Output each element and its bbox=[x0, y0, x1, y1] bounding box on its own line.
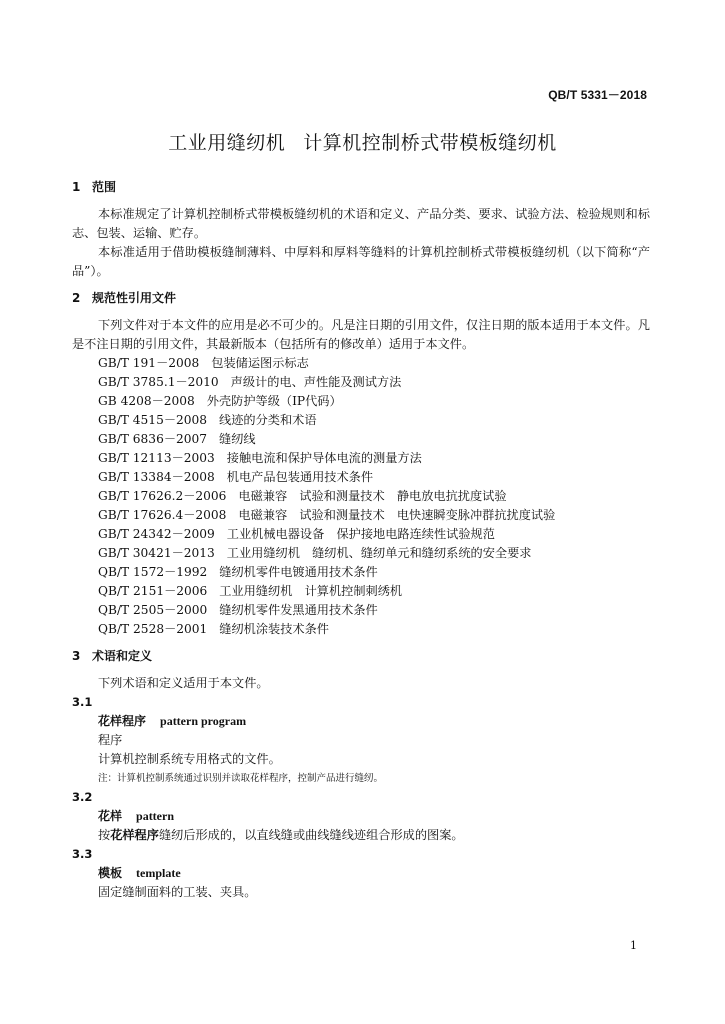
reference-item: GB/T 17626.4－2008 电磁兼容 试验和测量技术 电快速瞬变脉冲群抗扰度试验 bbox=[98, 508, 556, 522]
reference-item: GB/T 12113－2003 接触电流和保护导体电流的测量方法 bbox=[98, 451, 422, 465]
term-note: 注：计算机控制系统通过识别并读取花样程序，控制产品进行缝纫。 bbox=[98, 773, 384, 784]
term-number: 3.2 bbox=[72, 790, 93, 804]
reference-item: QB/T 2505－2000 缝纫机零件发黑通用技术条件 bbox=[98, 603, 378, 617]
document-body bbox=[72, 178, 650, 902]
terms-intro: 下列术语和定义适用于本文件。 bbox=[98, 676, 269, 690]
term-entry-template bbox=[72, 864, 650, 902]
section-title: 规范性引用文件 bbox=[92, 291, 177, 305]
term-definition: 按花样程序缝纫后形成的，以直线缝或曲线缝线迹组合形成的图案。 bbox=[98, 828, 464, 842]
section-number: 3 bbox=[72, 649, 81, 663]
term-name: 花样程序 pattern program bbox=[98, 714, 247, 728]
scope-paragraph-1: 本标准规定了计算机控制桥式带模板缝纫机的术语和定义、产品分类、要求、试验方法、检验规则和标志、包装、运输、贮存。 bbox=[72, 207, 650, 240]
reference-item: GB/T 24342－2009 工业机械电器设备 保护接地电路连续性试验规范 bbox=[98, 527, 495, 541]
reference-item: GB 4208－2008 外壳防护等级（IP代码） bbox=[98, 394, 342, 408]
section-title: 范围 bbox=[92, 180, 117, 194]
section-heading-terms-and-definitions bbox=[72, 647, 650, 666]
reference-item: GB/T 30421－2013 工业用缝纫机 缝纫机、缝纫单元和缝纫系统的安全要求 bbox=[98, 546, 532, 560]
section-title: 术语和定义 bbox=[92, 649, 153, 663]
reference-list bbox=[72, 354, 650, 639]
standard-code: QB/T 5331－2018 bbox=[548, 88, 647, 102]
term-entry-pattern-program bbox=[72, 712, 650, 788]
title-part1: 工业用缝纫机 bbox=[168, 132, 286, 154]
term-number: 3.3 bbox=[72, 847, 93, 861]
page-number: 1 bbox=[630, 939, 637, 952]
term-entry-pattern bbox=[72, 807, 650, 845]
reference-item: QB/T 1572－1992 缝纫机零件电镀通用技术条件 bbox=[98, 565, 378, 579]
reference-item: GB/T 3785.1－2010 声级计的电、声性能及测试方法 bbox=[98, 375, 402, 389]
reference-item: GB/T 6836－2007 缝纫线 bbox=[98, 432, 256, 446]
references-intro: 下列文件对于本文件的应用是必不可少的。凡是注日期的引用文件，仅注日期的版本适用于本文件。凡是不注日期的引用文件，其最新版本（包括所有的修改单）适用于本文件。 bbox=[72, 318, 650, 351]
reference-item: GB/T 17626.2－2006 电磁兼容 试验和测量技术 静电放电抗扰度试验 bbox=[98, 489, 507, 503]
reference-item: GB/T 4515－2008 线迹的分类和术语 bbox=[98, 413, 317, 427]
term-cross-reference: 花样程序 bbox=[110, 828, 159, 842]
term-alias: 程序 bbox=[98, 733, 123, 747]
term-number: 3.1 bbox=[72, 695, 93, 709]
scope-paragraph-2: 本标准适用于借助模板缝制薄料、中厚料和厚料等缝料的计算机控制桥式带模板缝纫机（以下简称“产品”）。 bbox=[72, 245, 650, 278]
reference-item: QB/T 2151－2006 工业用缝纫机 计算机控制刺绣机 bbox=[98, 584, 403, 598]
reference-item: GB/T 191－2008 包装储运图示标志 bbox=[98, 356, 309, 370]
document-title bbox=[0, 128, 725, 155]
term-name: 花样 pattern bbox=[98, 809, 175, 823]
section-number: 2 bbox=[72, 291, 81, 305]
reference-item: QB/T 2528－2001 缝纫机涂装技术条件 bbox=[98, 622, 329, 636]
term-definition: 固定缝制面料的工装、夹具。 bbox=[98, 885, 257, 899]
reference-item: GB/T 13384－2008 机电产品包装通用技术条件 bbox=[98, 470, 374, 484]
section-number: 1 bbox=[72, 180, 81, 194]
term-name: 模板 template bbox=[98, 866, 181, 880]
section-heading-normative-references bbox=[72, 289, 650, 308]
title-part2: 计算机控制桥式带模板缝纫机 bbox=[303, 132, 557, 154]
section-heading-scope bbox=[72, 178, 650, 197]
term-definition: 计算机控制系统专用格式的文件。 bbox=[98, 752, 281, 766]
